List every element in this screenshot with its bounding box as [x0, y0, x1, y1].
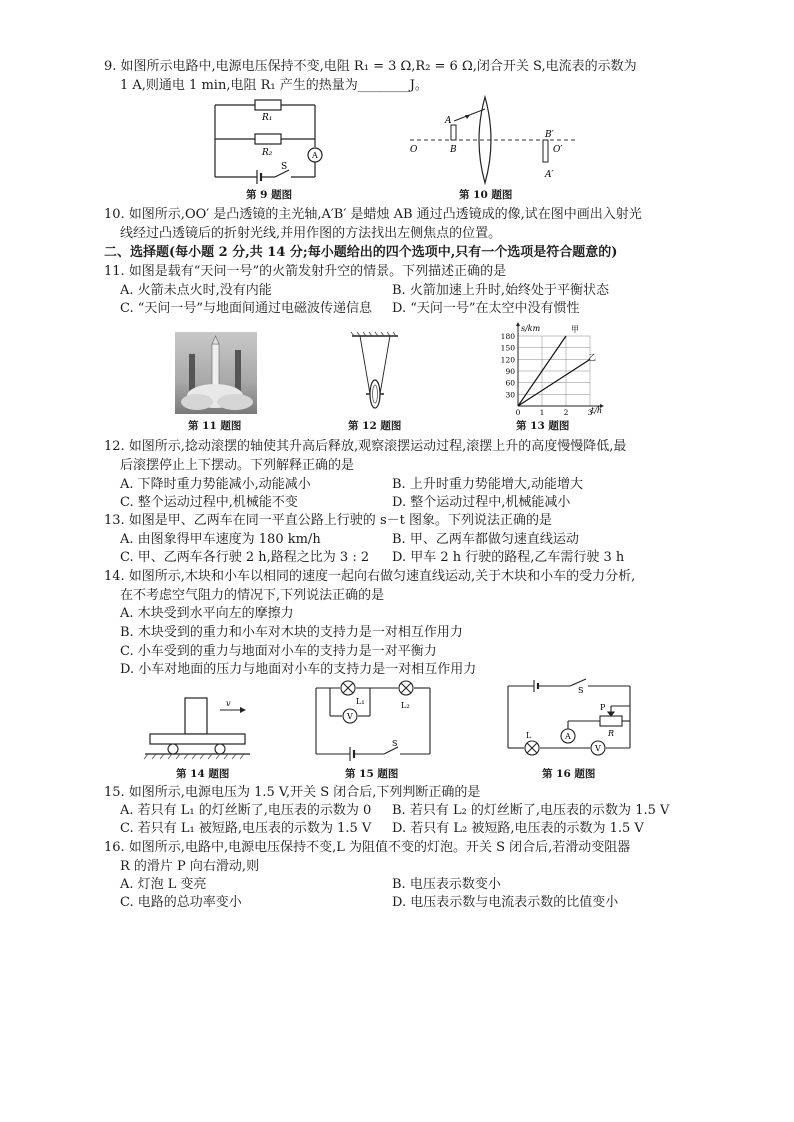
q16-option-a[interactable]: A. 灯泡 L 变亮	[120, 877, 207, 892]
q14-option-d[interactable]: D. 小车对地面的压力与地面对小车的支持力是一对相互作用力	[120, 662, 477, 677]
chart-y-tick-label: 60	[505, 378, 515, 388]
fig9-switch-label: S	[281, 162, 288, 172]
fig12-caption: 第 12 题图	[348, 420, 402, 432]
fig10-label-a: A	[445, 116, 452, 126]
chart-grid	[518, 336, 590, 406]
q15-option-c[interactable]: C. 若只有 L₁ 被短路,电压表的示数为 1.5 V	[120, 821, 372, 836]
q15-stem: 15. 如图所示,电源电压为 1.5 V,开关 S 闭合后,下列判断正确的是	[104, 785, 481, 800]
fig16-lamp-label: L	[526, 731, 532, 740]
chart-x-tick-label: 0	[515, 408, 521, 417]
chart-y-ticks	[501, 332, 516, 399]
fig10-label-b-prime: B′	[545, 130, 554, 140]
figure-14-block-on-cart	[140, 690, 255, 762]
chart-y-tick-label: 30	[505, 390, 515, 400]
q11-option-b[interactable]: B. 火箭加速上升时,始终处于平衡状态	[392, 283, 609, 298]
chart-series-label-yi: 乙	[588, 353, 596, 362]
fig14-caption: 第 14 题图	[176, 768, 230, 780]
q16-option-c[interactable]: C. 电路的总功率变小	[120, 895, 242, 910]
q13-option-c[interactable]: C. 甲、乙两车各行驶 2 h,路程之比为 3 : 2	[120, 550, 370, 565]
chart-y-tick-label: 90	[505, 367, 515, 376]
q12-option-a[interactable]: A. 下降时重力势能减小,动能减小	[120, 477, 311, 492]
q13-option-b[interactable]: B. 甲、乙两车都做匀速直线运动	[392, 532, 579, 547]
q11-option-c[interactable]: C. “天问一号”与地面间通过电磁波传递信息	[120, 301, 373, 316]
fig9-r2-label: R₂	[262, 148, 273, 158]
fig13-caption: 第 13 题图	[516, 420, 570, 432]
q12-line2: 后滚摆停止上下摆动。下列解释正确的是	[120, 458, 355, 473]
chart-x-axis-label: t/h	[591, 406, 603, 415]
chart-series-label-jia: 甲	[571, 325, 579, 334]
fig10-caption: 第 10 题图	[459, 189, 513, 201]
q16-option-d[interactable]: D. 电压表示数与电流表示数的比值变小	[392, 895, 619, 910]
q12-option-b[interactable]: B. 上升时重力势能增大,动能增大	[392, 477, 583, 492]
q9-line1: 9. 如图所示电路中,电源电压保持不变,电阻 R₁ = 3 Ω,R₂ = 6 Ω,闭合开关 S,电流表的示数为	[104, 59, 637, 74]
q12-option-d[interactable]: D. 整个运动过程中,机械能减小	[392, 495, 571, 510]
chart-y-axis-label: s/km	[521, 324, 541, 333]
fig9-ammeter-label: A	[312, 151, 318, 160]
q16-line2: R 的滑片 P 向右滑动,则	[120, 859, 260, 874]
fig10-label-o-prime: O′	[553, 145, 563, 155]
fig10-label-b: B	[450, 145, 457, 155]
q11-option-d[interactable]: D. “天问一号”在太空中没有惯性	[392, 301, 580, 316]
fig9-caption: 第 9 题图	[246, 189, 293, 201]
chart-y-tick-label: 180	[500, 332, 515, 341]
q12-line1: 12. 如图所示,捻动滚摆的轴使其升高后释放,观察滚摆运动过程,滚摆上升的高度慢慢降低,最	[104, 439, 627, 454]
fig16-caption: 第 16 题图	[542, 768, 596, 780]
fig16-ammeter-label: A	[565, 732, 571, 741]
chart-y-arrow	[516, 322, 520, 326]
fig15-switch-label: S	[392, 739, 398, 748]
q9-line2	[120, 77, 428, 95]
q16-option-b[interactable]: B. 电压表示数变小	[392, 877, 501, 892]
fig16-voltmeter-label: V	[595, 744, 601, 753]
chart-x-tick-label: 2	[563, 408, 569, 417]
chart-y-tick-label: 120	[500, 355, 515, 365]
figure-16-circuit	[500, 676, 640, 764]
q11-stem: 11. 如图是载有“天问一号”的火箭发射升空的情景。下列描述正确的是	[104, 264, 507, 279]
figure-11-rocket-photo	[175, 332, 257, 414]
figure-10-lens	[405, 95, 580, 187]
q14-line2: 在不考虑空气阻力的情况下,下列说法正确的是	[120, 588, 385, 603]
q9-answer-blank[interactable]: ________	[357, 78, 410, 93]
q10-line2: 线经过凸透镜后的折射光线,并用作图的方法找出左侧焦点的位置。	[120, 226, 502, 241]
q13-option-a[interactable]: A. 由图象得甲车速度为 180 km/h	[120, 532, 321, 547]
chart-x-tick-label: 1	[539, 408, 545, 417]
figure-15-circuit	[308, 676, 438, 764]
chart-x-tick-label: 3	[587, 408, 593, 417]
q14-option-b[interactable]: B. 木块受到的重力和小车对木块的支持力是一对相互作用力	[120, 625, 463, 640]
q9-line2-text: 1 A,则通电 1 min,电阻 R₁ 产生的热量为	[120, 78, 358, 93]
figure-9-circuit	[205, 95, 335, 200]
chart-axes	[516, 322, 604, 408]
fig15-caption: 第 15 题图	[345, 768, 399, 780]
chart-y-tick-label: 150	[500, 343, 515, 353]
q13-stem: 13. 如图是甲、乙两车在同一平直公路上行驶的 s－t 图象。下列说法正确的是	[104, 513, 552, 528]
figure-13-st-chart	[488, 322, 606, 418]
fig15-l1-label: L₁	[356, 697, 365, 706]
q13-option-d[interactable]: D. 甲车 2 h 行驶的路程,乙车需行驶 3 h	[392, 550, 625, 565]
fig10-label-a-prime: A′	[545, 170, 554, 180]
q14-line1: 14. 如图所示,木块和小车以相同的速度一起向右做匀速直线运动,关于木块和小车的受力分析,	[104, 569, 636, 584]
q15-option-a[interactable]: A. 若只有 L₁ 的灯丝断了,电压表的示数为 0	[120, 803, 372, 818]
fig15-voltmeter-label: V	[347, 712, 353, 721]
q16-line1: 16. 如图所示,电路中,电源电压保持不变,L 为阻值不变的灯泡。开关 S 闭合后,若滑动变阻器	[104, 840, 631, 855]
chart-x-ticks	[516, 408, 593, 417]
q15-option-b[interactable]: B. 若只有 L₂ 的灯丝断了,电压表的示数为 1.5 V	[392, 803, 670, 818]
figure-12-rolling-pendulum	[340, 330, 410, 418]
fig15-l2-label: L₂	[401, 701, 410, 710]
fig11-caption: 第 11 题图	[188, 420, 242, 432]
q14-option-a[interactable]: A. 木块受到水平向左的摩擦力	[120, 606, 294, 621]
section-2-heading: 二、选择题(每小题 2 分,共 14 分;每小题给出的四个选项中,只有一个选项是符合题意的)	[104, 245, 618, 260]
q15-option-d[interactable]: D. 若只有 L₂ 被短路,电压表的示数为 1.5 V	[392, 821, 644, 836]
fig16-switch-label: S	[578, 686, 584, 695]
q9-unit: J。	[409, 78, 428, 93]
fig16-slider-label: P	[600, 703, 606, 712]
q11-option-a[interactable]: A. 火箭未点火时,没有内能	[120, 283, 272, 298]
fig10-label-o: O	[410, 145, 418, 155]
fig16-rheostat-label: R	[608, 729, 615, 738]
q10-line1: 10. 如图所示,OO′ 是凸透镜的主光轴,A′B′ 是蜡烛 AB 通过凸透镜成的像,试在图中画出入射光	[104, 207, 642, 222]
fig14-velocity-label: v	[226, 699, 231, 708]
q14-option-c[interactable]: C. 小车受到的重力与地面对小车的支持力是一对平衡力	[120, 644, 437, 659]
fig9-r1-label: R₁	[262, 113, 273, 123]
q12-option-c[interactable]: C. 整个运动过程中,机械能不变	[120, 495, 298, 510]
